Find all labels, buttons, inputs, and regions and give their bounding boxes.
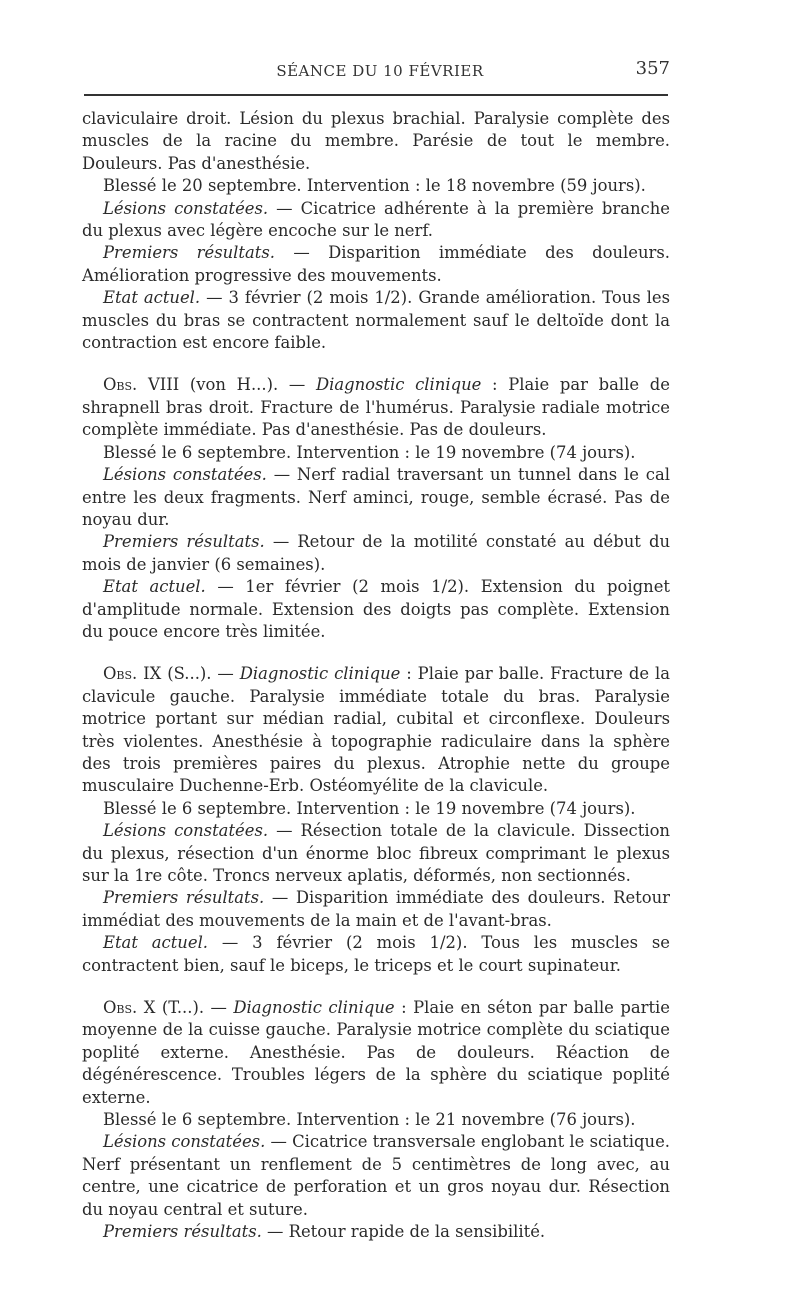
paragraph-blesse: Blessé le 6 septembre. Intervention : le 19 novembre (74 jours). (103, 798, 636, 818)
paragraph-continuation: claviculaire droit. Lésion du plexus brachial. Paralysie complète des muscles de la racine du membre. Parésie de tout le membre. Douleurs. Pas d'anesthésie. (82, 109, 670, 173)
paragraph-lesions: Lésions constatées. — Résection totale de la clavicule. Dissection du plexus, résection d'un énorme bloc fibreux comprimant le plexus sur la 1re côte. Troncs nerveux aplatis, déformés, non sectionnés. (82, 821, 670, 885)
paragraph-premiers-resultats: Premiers résultats. — Retour rapide de la sensibilité. (103, 1222, 546, 1242)
paragraph-blesse: Blessé le 6 septembre. Intervention : le 21 novembre (76 jours). (103, 1110, 636, 1130)
page-number: 357 (635, 58, 670, 79)
page-body (82, 108, 670, 1244)
obs-viii-diagnostic: Obs. VIII (von H...). — Diagnostic clinique : Plaie par balle de shrapnell bras droit. Fracture de l'humérus. Paralysie radiale motrice complète immédiate. Pas d'anesthésie. Pas de douleurs. (82, 375, 670, 440)
paragraph-etat-actuel: Etat actuel. — 3 février (2 mois 1/2). Tous les muscles se contractent bien, sauf le biceps, le triceps et le court supinateur. (82, 933, 670, 975)
obs-x-diagnostic: Obs. X (T...). — Diagnostic clinique : Plaie en séton par balle partie moyenne de la cuisse gauche. Paralysie motrice complète du sciatique poplité externe. Anesthésie. Pas de douleurs. Réaction de dégénérescence. Troubles légers de la sphère du sciatique poplité externe. (82, 998, 670, 1107)
running-head-title: SÉANCE DU 10 FÉVRIER (276, 62, 484, 80)
paragraph-premiers-resultats: Premiers résultats. — Retour de la motilité constaté au début du mois de janvier (6 semaines). (82, 532, 670, 574)
paragraph-etat-actuel: Etat actuel. — 3 février (2 mois 1/2). Grande amélioration. Tous les muscles du bras se contractent normalement sauf le deltoïde dont la contraction est encore faible. (82, 288, 670, 353)
paragraph-blesse: Blessé le 20 septembre. Intervention : le 18 novembre (59 jours). (103, 176, 646, 196)
running-head (0, 58, 800, 86)
paragraph-premiers-resultats: Premiers résultats. — Disparition immédiate des douleurs. Retour immédiat des mouvements de la main et de l'avant-bras. (82, 888, 670, 930)
paragraph-etat-actuel: Etat actuel. — 1er février (2 mois 1/2). Extension du poignet d'amplitude normale. Extension des doigts pas complète. Extension du pouce encore très limitée. (82, 577, 670, 641)
paragraph-lesions: Lésions constatées. — Cicatrice adhérente à la première branche du plexus avec légère encoche sur le nerf. (82, 198, 670, 241)
paragraph-lesions: Lésions constatées. — Cicatrice transversale englobant le sciatique. Nerf présentant un renflement de 5 centimètres de long avec, au centre, une cicatrice de perforation et un gros noyau dur. Résection du noyau central et suture. (82, 1132, 670, 1219)
header-rule (84, 94, 668, 96)
paragraph-lesions: Lésions constatées. — Nerf radial traversant un tunnel dans le cal entre les deux fragments. Nerf aminci, rouge, semble écrasé. Pas de noyau dur. (82, 465, 670, 529)
paragraph-premiers-resultats: Premiers résultats. — Disparition immédiate des douleurs. Amélioration progressive des mouvements. (82, 243, 670, 285)
paragraph-blesse: Blessé le 6 septembre. Intervention : le 19 novembre (74 jours). (103, 442, 636, 462)
obs-ix-diagnostic: Obs. IX (S...). — Diagnostic clinique : Plaie par balle. Fracture de la clavicule gauche. Paralysie immédiate totale du bras. Paralysie motrice portant sur médian radial, cubital et circonflexe. Douleurs très violentes. Anesthésie à topographie radiculaire dans la sphère des trois premières paires du plexus. Atrophie nette du groupe musculaire Duchenne-Erb. Ostéomyélite de la clavicule. (82, 664, 671, 796)
